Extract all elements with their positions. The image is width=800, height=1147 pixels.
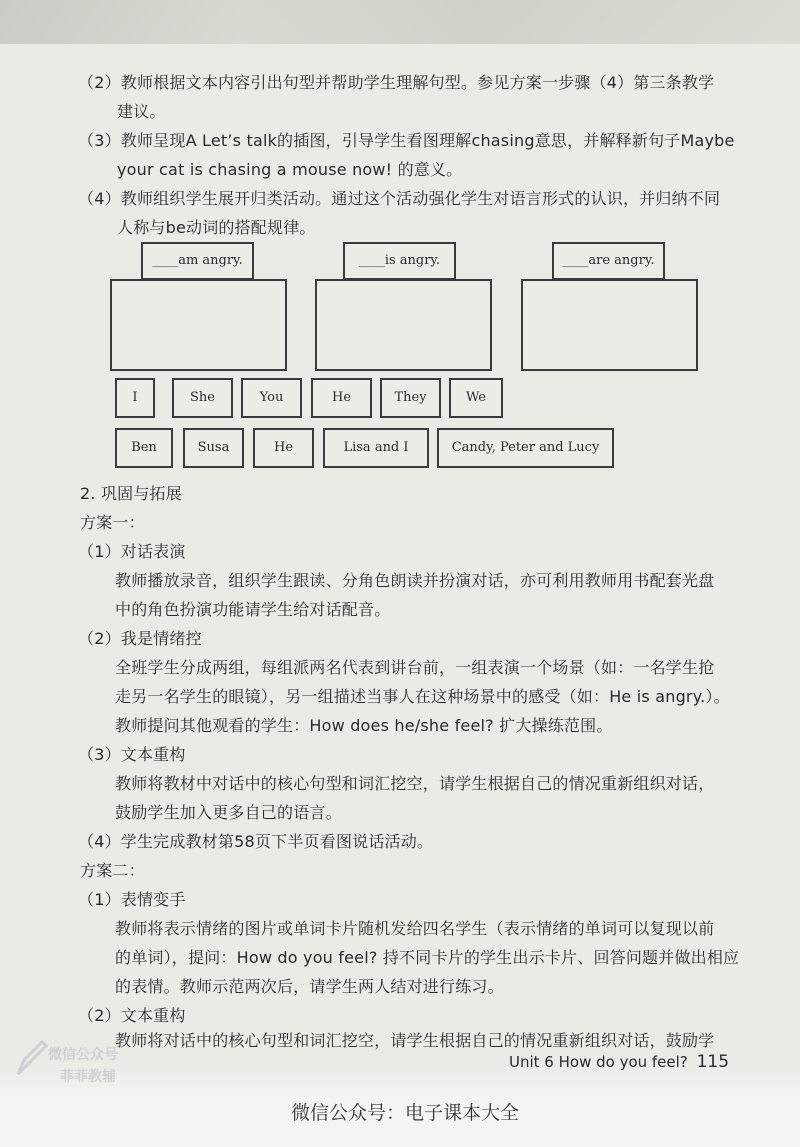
sentence-label-am: ____am angry. <box>141 242 254 280</box>
word-card: They <box>380 378 441 418</box>
plan-heading: 方案二： <box>80 861 145 880</box>
page-number: 115 <box>696 1052 730 1072</box>
sentence-label-are: ____are angry. <box>552 242 665 280</box>
text-line: 的单词），提问：How do you feel? 持不同卡片的学生出示卡片、回答问题并做出相应 <box>115 948 740 967</box>
sort-box-is <box>315 279 492 371</box>
footer-unit-title: Unit 6 How do you feel? <box>509 1053 688 1071</box>
watermark-logo-line1: 微信公众号 <box>48 1047 118 1063</box>
text-line: 走另一名学生的眼镜），另一组描述当事人在这种场景中的感受（如：He is angry.）。 <box>115 687 730 706</box>
text-line: 人称与be动词的搭配规律。 <box>117 218 316 237</box>
step-heading: （3）文本重构 <box>78 745 186 764</box>
word-card: He <box>253 428 314 468</box>
text-line: 教师提问其他观看的学生：How does he/she feel? 扩大操练范围。 <box>115 716 613 735</box>
word-card: He <box>311 378 372 418</box>
text-line: 鼓励学生加入更多自己的语言。 <box>115 803 342 822</box>
step-heading: （1）对话表演 <box>78 542 186 561</box>
word-card: Susa <box>183 428 244 468</box>
text-line: 全班学生分成两组，每组派两名代表到讲台前，一组表演一个场景（如：一名学生抢 <box>115 658 715 677</box>
text-line: （3）教师呈现A Let’s talk的插图，引导学生看图理解chasing意思，并解释新句子Maybe <box>78 131 735 150</box>
word-card: You <box>241 378 302 418</box>
pencil-icon <box>14 1038 48 1078</box>
text-line: （2）教师根据文本内容引出句型并帮助学生理解句型。参见方案一步骤（4）第三条教学 <box>78 73 715 92</box>
sort-box-am <box>110 279 287 371</box>
step-heading: （2）我是情绪控 <box>78 629 202 648</box>
text-line: 教师将对话中的核心句型和词汇挖空，请学生根据自己的情况重新组织对话，鼓励学 <box>115 1031 715 1050</box>
text-line: 的表情。教师示范两次后，请学生两人结对进行练习。 <box>115 977 504 996</box>
step-heading: （1）表情变手 <box>78 890 186 909</box>
word-card: Candy, Peter and Lucy <box>437 428 614 468</box>
text-line: 中的角色扮演功能请学生给对话配音。 <box>115 600 391 619</box>
word-card: She <box>172 378 233 418</box>
text-line: 建议。 <box>117 102 166 121</box>
page-footer <box>509 1052 729 1072</box>
plan-heading: 方案一： <box>80 513 145 532</box>
text-line: 教师播放录音，组织学生跟读、分角色朗读并扮演对话，亦可利用教师用书配套光盘 <box>115 571 715 590</box>
sentence-label-is: ____is angry. <box>343 242 456 280</box>
text-line: your cat is chasing a mouse now! 的意义。 <box>117 160 463 179</box>
step-heading: （2）文本重构 <box>78 1006 186 1025</box>
step-heading: （4）学生完成教材第58页下半页看图说话活动。 <box>78 832 434 851</box>
word-card: Ben <box>115 428 173 468</box>
watermark-logo-line2: 菲菲教辅 <box>60 1069 116 1085</box>
watermark-logo <box>10 1030 140 1090</box>
section-heading: 2. 巩固与拓展 <box>80 484 182 503</box>
text-line: （4）教师组织学生展开归类活动。通过这个活动强化学生对语言形式的认识，并归纳不同 <box>78 189 721 208</box>
text-line: 教师将表示情绪的图片或单词卡片随机发给四名学生（表示情绪的单词可以复现以前 <box>115 919 715 938</box>
bottom-watermark: 微信公众号：电子课本大全 <box>291 1102 520 1124</box>
sort-box-are <box>521 279 698 371</box>
word-card: I <box>115 378 155 418</box>
word-card: Lisa and I <box>323 428 429 468</box>
text-line: 教师将教材中对话中的核心句型和词汇挖空，请学生根据自己的情况重新组织对话， <box>115 774 715 793</box>
top-photo-band <box>0 0 800 44</box>
word-card: We <box>449 378 503 418</box>
